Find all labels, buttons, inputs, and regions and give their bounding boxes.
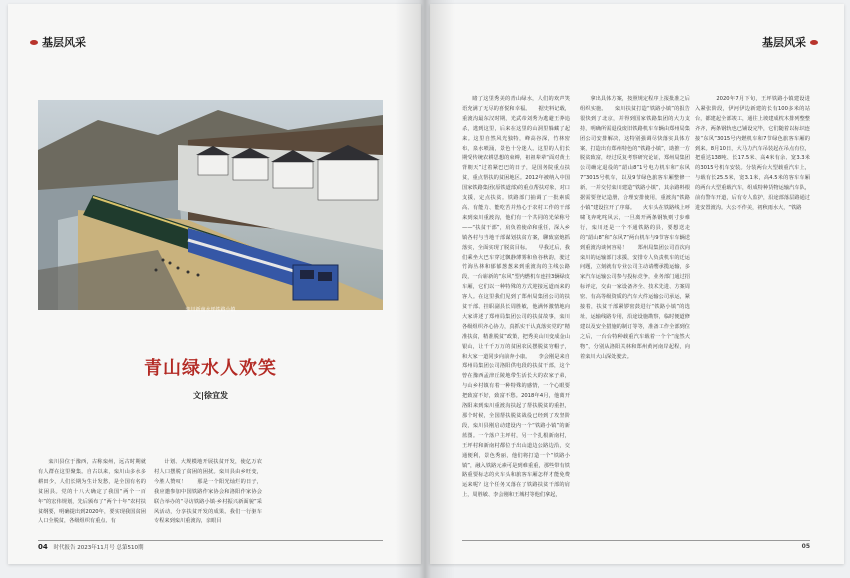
section-tag-left xyxy=(30,34,86,50)
text-column-right-page-2 xyxy=(580,95,690,545)
photo-caption: 栾川新南水坪铁路小镇 xyxy=(185,307,236,313)
article-title: 青山绿水人欢笑 xyxy=(144,358,277,379)
red-dot-icon xyxy=(810,40,818,45)
text-column-left-1 xyxy=(38,458,146,548)
section-label-left: 基层风采 xyxy=(42,36,86,49)
page-number-right: 05 xyxy=(801,543,810,550)
paragraph: 2020年7月下旬，王坪铁路小镇建设进入紧张阶段，伊河伊边新建的长有100多米的站台，都建起全部竣工，通往上坡建成枕木排列整整齐齐，两条钢轨也已铺设完毕，它们随着以标识连接“东风”3015号内燃机车和7节绿色旅客车厢的到来。8月10日，大马力汽车吊装起在吊点有位，把重达138吨、长17.5米、高4米有余、宽3.3米的3015号机车安装。分装两台大型载重汽车上，与载有长25.5米，宽3.1米，高4.5米的客车车厢的两台大型重载汽车，组成特种货物运输汽车队，前有警车开道，后有专人监护，沿途部落层路通过进安置渡沟。大公不作美，初秋雨水大，“铁路 xyxy=(695,96,810,211)
text-column-right-page-1 xyxy=(462,95,570,545)
section-tag-right xyxy=(762,34,818,50)
text-column-left-3 xyxy=(270,458,382,548)
red-dot-icon xyxy=(30,40,38,45)
article-byline: 文|徐宜发 xyxy=(193,391,228,400)
paragraph: 睹了这里秀美的青山绿水，人们的欢声笑语充满了无尽的喜悦和幸福。 据史料记载，重渡沟最东汉时期，光武帝刘秀为逃避王莽追杀，逃到这里，后来在这里的山洞里躲藏了起来。这里自然风光独特，峰高谷深，竹林密布，泉水喷涌，景色十分迷人。这里的人们长期受传统农耕思想的束缚，祖祖辈辈“面对黄土背朝天”过着紧巴巴的日子，是国务院重点扶贫，重点帮扶的贫困地区。2012年被纳入中国国家铁路集团(原铁道部)的重点帮扶对象，对口支援，定点扶贫。铁路部门抽调了一批素质高、有能力、能吃苦并热心于农村工作的干部来到栾川重渡沟，他们有一个共同的光荣称号——“扶贫干部”，肩负着使命和重任，深入乡镇各村与当地干部谋划扶贫方案，聊致富炮抓落实，全面实现了脱贫目标。 早我过后，我们乘坐大巴车穿过飘静薄雾和鱼谷秋韵，驶过竹海丛林和郁郁葱葱来到重渡沟的主线公路段，一台崭新的“东风”型内燃机车连挂3辆绿皮车厢，它们以一种特殊的方式迎接远道而来的客人。在这里我们见到了郑州局集团公司的扶贫干部、挂职副县长周胜敏，他满怀激情地向大家讲述了郑州局集团公司的扶贫故事，栾川各级组织齐心协力，真抓实干认真落实党的“精准扶贫，精准脱贫”政策，把秀美山川变成金山银山，让千千万万的贫困农民摆脱贫穷帽子，和大家一道同步向前奔小康。 李会刚是来自郑州局集团公司洛阳供电段的扶贫干部，这个曾在豫西孟津丘陵地带生活长大的农家子弟，与山乡村镇有着一种特殊的感情，一个心眼要把致富不好，致富不愁。2018年4月，他离开洛阳来到栾川重渡沟扶起了帮扶脱贫的重担，那个时候，全国帮扶脱贫战役已经到了攻坚阶段，栾川县刚启动建设内一个“铁路小镇”的新蓝图。一个落户主坪村，另一个扎根新南村，王坪村和新南村都位于出山道边公路边沿，交通便利，景色秀丽，他们将打造一个“铁路小镇”，融入铁路元素可是到难重重，那些带有铁路重要标志的火车头和旅客车厢怎样才能免费运来呢？这个任务又落在了铁路扶贫干部的肩上，周胜敏、李会刚和王城村等他们拿起， xyxy=(462,96,570,499)
footer-rule-left xyxy=(38,540,383,541)
article-photo xyxy=(38,100,383,310)
footer-rule-right xyxy=(462,540,810,541)
footer-publication: 时代报告 2023年11月号 总第510期 xyxy=(53,545,144,551)
railway-town-photo-illustration xyxy=(38,100,383,310)
footer-left xyxy=(38,543,144,551)
paragraph: 计划、大规模地开展扶贫开发，使亿万农村人口摆脱了贫困的困扰。栾川县由乡旺变，今胜人赞叹！ 那是一个阳光灿烂的日子，我应邀参加中国铁路作家协会和洛阳作家协会联合举办的“寻访铁路小镇·乡村振兴新面貌”采风活动，分享扶贫开发的成果。我们一行驱车专程来到栾川重渡沟，亲眼目 xyxy=(154,459,262,525)
paragraph: 栾川县位于豫西，古称栾州，远古时期就有人群在这里聚集。自古以来，栾川山多水多耕田少，人们长期为生计发愁，是全国有名的贫困县。党的十八大确定了我国“两个一百年”的宏伟规划，先后颁布了“两个十年”农村扶贫纲要，明确提出到2020年，要实现我国贫困人口全脱贫，各级组织有重点、有 xyxy=(38,459,146,525)
text-column-left-2 xyxy=(154,458,262,548)
paragraph: 拿出具体方案，按照规定程序上报批准之后组织实施。 栾川扶贫打造“铁路小镇”的报告很快到了北京，并得到国家铁路集团的大力支持，明确所需退役废旧铁路机车车辆由郑州局集团公司安排解决，这特别强调尽快落实具体方案，打造出有郑州特色的“铁路小镇”，助推一方脱贫致富，经过反复考察研究论证，郑州局集团公司确定退役的“韶山8”1号电力机车和“东风7”3015号机车，以及9节绿色旅客车厢整修一新，一并交付栾川建造“铁路小镇”，其余路料根据需要登记造册，合理安排使用，重渡沟“铁路小镇”建设拉开了序幕。 火车头在铁路线上呼啸飞奔叱咤风云，一旦离开两条钢轨则寸步难行，栾川还是一个不通铁路的县，要想送走的“韶山8”和“东风7”两台机车与9节客车车辆送到重渡沟谈何容易！ 郑州局集团公司首次向栾川的运输部门求援，安排专人负责机车的迁运问题，立刻就有专业公司主动请缨承揽运输，多家汽车运输公司参与投标竞争，业务部门通过招标评定，交由一家设备齐全、技术先进、方案周密、有高等级资质的汽车大件运输公司承运，紧接着，扶贫干部紧锣密鼓进行“铁路小镇”的选址，运输线路专用，沿途设施勘察，临时便道修建以及安全措施的制订等等，准备工作全部到位之后，一台台特种载重汽车载着一个个“庞然大物”，分别从洛阳关林和郑州黄河南岸起程，向着栾川大山深处驶去。 xyxy=(580,96,690,360)
text-column-right-page-3 xyxy=(695,95,810,545)
page-number-left: 04 xyxy=(38,543,48,551)
section-label-right: 基层风采 xyxy=(762,36,806,49)
